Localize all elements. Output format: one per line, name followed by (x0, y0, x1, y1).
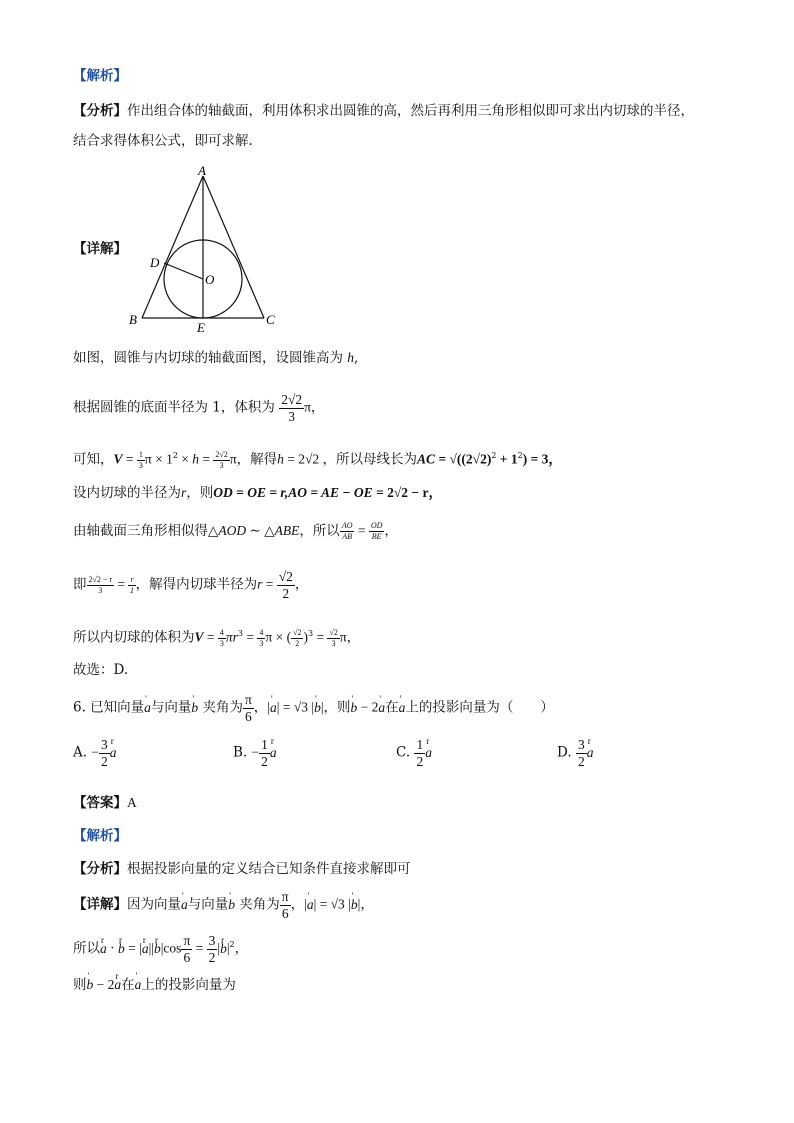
vec-a: r a (142, 935, 149, 963)
text: 与向量 (150, 699, 192, 716)
text: π， (304, 399, 325, 415)
frac-num: 4 (219, 627, 224, 637)
frac-den: 3 (259, 638, 264, 648)
text: × (177, 451, 193, 467)
text: 与向量 (187, 896, 229, 913)
fraction (340, 522, 355, 541)
text: = | (124, 940, 142, 956)
frac-num: 1 (138, 449, 143, 459)
option-letter: A. (73, 744, 88, 761)
text: || (148, 940, 154, 956)
xiangjie-tag: 【详解】 (73, 241, 127, 256)
text: ) = 3， (522, 451, 562, 467)
text: − 2 (357, 699, 379, 715)
fraction (207, 933, 221, 965)
frac-num: 2√2 (281, 392, 303, 407)
text: πr (225, 629, 238, 645)
exp: 2 (517, 451, 523, 460)
text: ， (234, 940, 249, 957)
fenxi-tag: 【分析】 (73, 103, 127, 118)
frac-den: 6 (245, 708, 252, 724)
fraction (87, 576, 115, 595)
analysis-tag: 【解析】 (73, 68, 127, 83)
text: = (313, 629, 328, 645)
text: π， (339, 629, 361, 645)
fraction (576, 738, 587, 768)
text: 所以内切球的体积为 (73, 629, 195, 646)
text: = (243, 629, 258, 645)
vec-a: r a (270, 745, 277, 761)
detail-line-1 (73, 890, 374, 920)
vec-b: r b (220, 935, 227, 963)
text: = (262, 576, 277, 592)
fenxi-line-q6 (73, 859, 411, 879)
sol-line-6 (73, 570, 308, 600)
text: = (114, 576, 129, 592)
frac-num: π (281, 889, 289, 904)
frac-num: r (130, 574, 134, 584)
frac-den: 2 (261, 753, 268, 769)
exp: 2 (172, 451, 178, 460)
vec-a: ' a (270, 694, 277, 722)
frac-den: 2 (282, 585, 290, 601)
frac-den: AB (342, 532, 353, 541)
sign: − (251, 744, 260, 760)
text: ， (294, 576, 309, 593)
exp: 3 (237, 629, 244, 638)
frac-den: 2 (577, 753, 585, 769)
edge-ab (142, 176, 203, 318)
frac-num: √2 (278, 569, 293, 584)
edge-ac (203, 176, 264, 318)
fraction (280, 890, 291, 920)
text: 则 (73, 977, 87, 993)
fraction (259, 738, 270, 768)
text: , (354, 350, 359, 366)
detail-line-3 (73, 975, 236, 995)
vec-b: ' b (314, 694, 321, 722)
frac-den: 2 (208, 949, 216, 965)
sol-line-3 (73, 444, 562, 472)
text: + 1 (496, 451, 518, 467)
sol-line-5 (73, 519, 398, 543)
frac-num: 3 (208, 933, 216, 948)
frac-den: 2 (295, 638, 300, 648)
text: − 2 (93, 977, 115, 992)
fenxi-tag: 【分析】 (73, 861, 127, 876)
fenxi-line-2 (73, 131, 253, 151)
text: 设内切球的半径为 (73, 485, 181, 501)
fenxi-text: 作出组合体的轴截面，利用体积求出圆锥的高，然后再利用三角形相似即可求出内切球的半径， (127, 103, 694, 119)
sign: − (91, 744, 99, 760)
question-6 (73, 693, 554, 723)
xiangjie-tag: 【详解】 (73, 896, 127, 912)
frac-den: 3 (331, 638, 336, 648)
text: ，所以 (299, 523, 340, 539)
frac-num: √2 (329, 627, 338, 637)
text: |cos (160, 940, 182, 956)
vec-a: r a (425, 745, 432, 761)
label-d: D (150, 255, 160, 270)
fenxi-text: 根据投影向量的定义结合已知条件直接求解即可 (127, 861, 411, 877)
text: ，| (253, 699, 270, 715)
text: 上的投影向量为 (141, 977, 236, 993)
frac-den: 1 (130, 585, 135, 595)
option-a[interactable] (73, 738, 116, 768)
label-b: B (129, 312, 137, 327)
text: = 2√2 ，所以母线长为 (283, 451, 418, 467)
vec-a: ' a (307, 891, 314, 919)
text: 夹角为 (202, 699, 243, 716)
answer-line (73, 793, 137, 813)
frac-num: 3 (577, 737, 585, 752)
cone-section-figure (125, 160, 285, 335)
option-letter: C. (396, 744, 411, 761)
option-c[interactable] (396, 738, 432, 768)
analysis-heading-1 (73, 66, 127, 86)
frac-den: 3 (219, 460, 224, 470)
text: π × 1 (144, 451, 173, 467)
text: |，则 (320, 699, 351, 715)
analysis-tag: 【解析】 (73, 828, 127, 843)
frac-num: AO (341, 521, 353, 530)
text: 故选：D. (73, 662, 129, 678)
text: 6. 已知向量 (73, 699, 145, 716)
fraction (279, 393, 304, 423)
frac-num: π (183, 933, 191, 948)
frac-den: 6 (281, 905, 289, 921)
fraction (414, 738, 425, 768)
text: 在 (385, 699, 399, 716)
vec-a: ' a (399, 694, 406, 722)
fenxi-line-1 (73, 101, 694, 121)
var-ac: AC (417, 451, 436, 467)
exp: 3 (307, 629, 314, 638)
frac-num: OD (370, 521, 383, 530)
vec-b: r b (118, 935, 125, 963)
frac-den: 3 (98, 585, 103, 595)
vec-b: r b (154, 935, 161, 963)
frac-num: π (244, 692, 252, 707)
vec-a: ' a (144, 694, 151, 722)
text: 由轴截面三角形相似得 (73, 523, 208, 539)
text: 在 (121, 977, 135, 993)
fraction (291, 629, 303, 648)
frac-den: 3 (288, 408, 296, 424)
frac-num: 1 (416, 737, 424, 752)
xiangjie-heading-1 (73, 239, 127, 259)
vec-b: ' b (351, 694, 358, 722)
sol-line-2 (73, 393, 324, 423)
text: | = √3 | (276, 699, 315, 715)
var-h: h (192, 451, 200, 467)
text: 2√2 − r， (387, 485, 442, 500)
vec-b: ' b (87, 975, 94, 995)
radius-od (164, 263, 203, 279)
text: 夹角为 (239, 896, 280, 913)
text: 可知， (73, 451, 114, 468)
fraction (181, 934, 192, 964)
fraction (137, 451, 145, 470)
vec-a: r a (587, 745, 594, 761)
text: ，则 (186, 485, 214, 501)
text: = (199, 451, 214, 467)
var-h: h (347, 350, 355, 365)
var-r: r (257, 576, 263, 592)
answer-tag: 【答案】 (73, 795, 127, 810)
frac-den: 3 (138, 460, 143, 470)
fraction (99, 738, 110, 768)
text: π × ( (265, 629, 292, 645)
frac-num: 3 (100, 737, 108, 752)
text: ，解得内切球半径为 (135, 576, 258, 593)
var-h: h (277, 451, 284, 467)
var-r: r (181, 485, 187, 500)
text: 根据圆锥的底面半径为 1，体积为 (73, 399, 275, 416)
fraction (277, 570, 295, 600)
text: 因为向量 (127, 896, 181, 913)
text: · (106, 940, 118, 956)
text: |， (357, 896, 374, 912)
option-b[interactable] (233, 738, 277, 768)
text: ) (303, 629, 308, 645)
text: OD = OE = r,AO = AE − OE = (213, 485, 388, 500)
text: = √((2√2) (435, 451, 492, 467)
label-a: A (198, 163, 206, 178)
fenxi-text-cont: 结合求得体积公式，即可求解. (73, 133, 253, 149)
frac-num: √2 (293, 627, 302, 637)
fraction (369, 522, 385, 541)
text: ， (384, 523, 398, 539)
vec-b: ' b (191, 694, 198, 722)
sol-line-8 (73, 660, 128, 680)
text: 即 (73, 576, 87, 593)
text: | (217, 940, 221, 956)
vec-a: r a (114, 975, 121, 995)
vec-a: r a (110, 745, 117, 761)
label-o: O (205, 272, 215, 287)
var-v: V (113, 451, 123, 467)
frac-den: BE (371, 532, 382, 541)
option-letter: B. (233, 744, 248, 761)
frac-den: 6 (183, 949, 191, 965)
fraction (128, 576, 135, 595)
text: | (226, 940, 230, 956)
frac-num: 4 (259, 627, 264, 637)
vec-a: r a (100, 935, 107, 963)
sol-line-1 (73, 348, 358, 368)
vec-b: ' b (351, 891, 358, 919)
exp: 2 (491, 451, 497, 460)
fraction (243, 693, 254, 723)
vec-a: ' a (135, 975, 142, 995)
detail-line-2 (73, 931, 248, 964)
text: = (203, 629, 218, 645)
fraction (218, 629, 226, 648)
text: = (122, 451, 137, 467)
frac-num: 2√2 − r (88, 574, 113, 584)
text: | = √3 | (313, 896, 351, 912)
vec-b: ' b (228, 891, 235, 919)
label-e: E (197, 320, 205, 335)
analysis-heading-2 (73, 826, 127, 846)
frac-den: 2 (416, 753, 424, 769)
option-d[interactable] (557, 738, 593, 768)
label-c: C (266, 312, 275, 327)
frac-den: 3 (219, 638, 224, 648)
text: = (354, 523, 369, 538)
text: △AOD ∼ △ABE (208, 523, 300, 538)
text: ，| (290, 896, 307, 912)
option-letter: D. (557, 744, 572, 761)
text: 所以 (73, 940, 100, 957)
text: = (192, 940, 207, 956)
frac-num: 2√2 (215, 449, 228, 459)
text: 如图，圆锥与内切球的轴截面图，设圆锥高为 (73, 350, 343, 366)
text: π，解得 (229, 451, 278, 467)
vec-a: ' a (378, 694, 385, 722)
frac-den: 2 (100, 753, 108, 769)
fraction (213, 451, 229, 470)
frac-num: 1 (261, 737, 268, 752)
fraction (327, 629, 339, 648)
sol-line-4 (73, 483, 442, 503)
exp: 2 (229, 940, 235, 949)
text: 上的投影向量为（ ） (405, 699, 554, 716)
var-v: V (194, 629, 204, 645)
sol-line-7 (73, 621, 360, 651)
vec-a: ' a (181, 891, 188, 919)
answer-value: A (127, 795, 137, 810)
